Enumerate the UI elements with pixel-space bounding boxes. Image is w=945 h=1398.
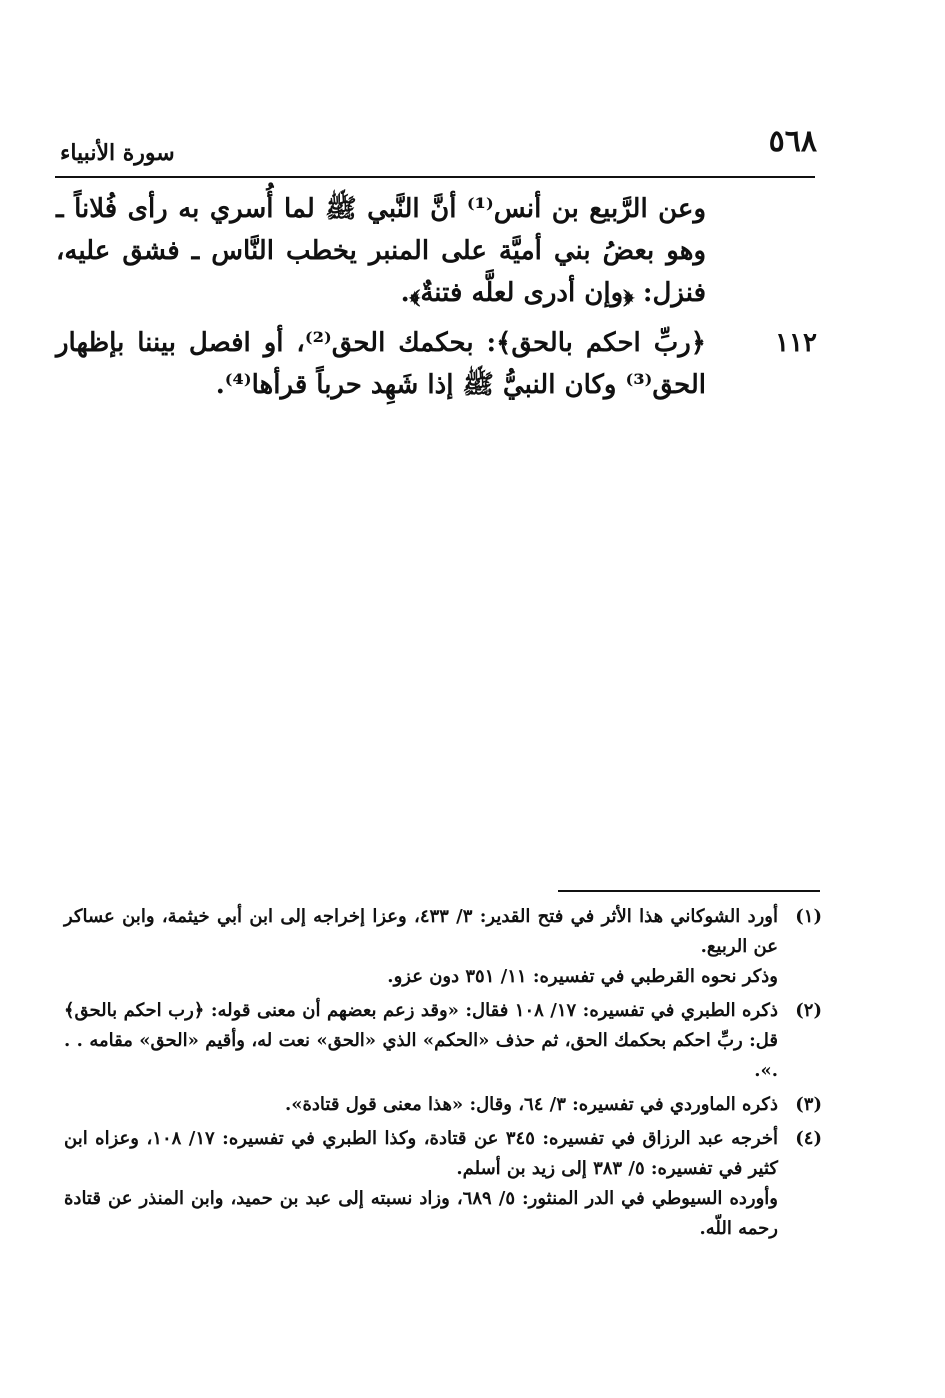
commentary-paragraph-1: وعن الرَّبيع بن أنس⁽¹⁾ أنَّ النَّبي ﷺ لما أُسري به رأى فُلاناً ـ وهو بعضُ بني أميَّة على المنبر يخطب النَّاس ـ فشق عليه، فنزل: ﴿وإن أدرى لعلَّه فتنةٌ﴾. xyxy=(56,194,706,308)
header-rule xyxy=(55,176,815,178)
footnote-marker: (٢) xyxy=(795,1000,822,1021)
footnote-marker: (١) xyxy=(795,906,822,927)
footnote-text: أورد الشوكاني هذا الأثر في فتح القدير: ٣/ ٤٣٣، وعزا إخراجه إلى ابن أبي خيثمة، وابن عساكر عن الربيع. xyxy=(64,906,779,957)
footnote-marker: (٣) xyxy=(795,1094,822,1115)
footnote-text: وأورده السيوطي في الدر المنثور: ٥/ ٦٨٩، وزاد نسبته إلى عبد بن حميد، وابن المنذر عن قتادة رحمه اللّه. xyxy=(64,1188,779,1239)
footnote-separator xyxy=(558,890,820,892)
footnote-text: وذكر نحوه القرطبي في تفسيره: ١١/ ٣٥١ دون عزو. xyxy=(387,966,778,987)
commentary-paragraph-2: ﴿ربِّ احكم بالحق﴾: بحكمك الحق⁽²⁾، أو افصل بيننا بإظهار الحق⁽³⁾ وكان النبيُّ ﷺ إذا شَهِد حرباً قرأها⁽⁴⁾. xyxy=(56,328,706,400)
footnote-1 xyxy=(64,902,822,992)
footnote-text: ذكره الماوردي في تفسيره: ٣/ ٦٤، وقال: «هذا معنى قول قتادة». xyxy=(284,1094,778,1115)
footnotes xyxy=(64,902,822,1248)
footnote-marker: (٤) xyxy=(795,1128,822,1149)
footnote-4 xyxy=(64,1124,822,1244)
footnote-text: أخرجه عبد الرزاق في تفسيره: ٣٤٥ عن قتادة، وكذا الطبري في تفسيره: ١٧/ ١٠٨، وعزاه ابن كثير في تفسيره: ٥/ ٣٨٣ إلى زيد بن أسلم. xyxy=(64,1128,779,1179)
verse-number: ١١٢ xyxy=(775,328,817,358)
footnote-2 xyxy=(64,996,822,1086)
footnote-text: ذكره الطبري في تفسيره: ١٧/ ١٠٨ فقال: «وقد زعم بعضهم أن معنى قوله: ﴿رب احكم بالحق﴾ قل: ربِّ احكم بحكمك الحق، ثم حذف «الحكم» الذي «الحق» نعت له، وأقيم «الحق» مقامه . . .». xyxy=(64,1000,779,1081)
page-number: ٥٦٨ xyxy=(768,124,817,159)
surah-title: سورة الأنبياء xyxy=(60,140,175,166)
footnote-3 xyxy=(64,1090,822,1120)
